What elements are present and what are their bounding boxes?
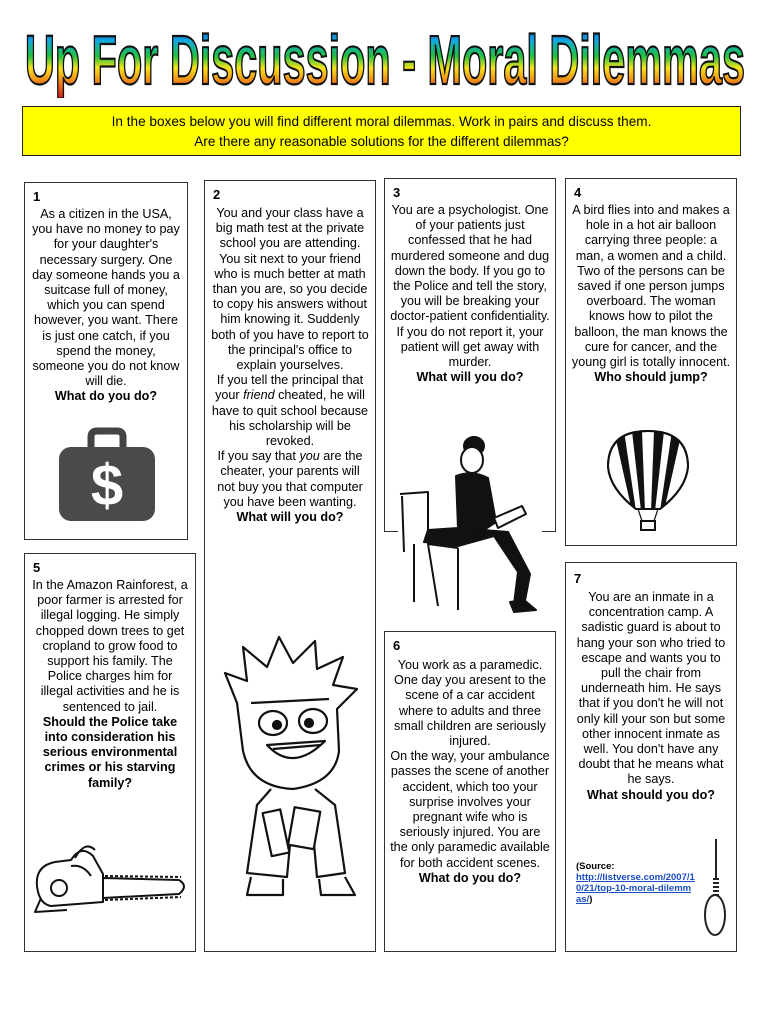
dilemma-text: You are a psychologist. One of your patients just confessed that he had murdered someone and dug down the body. If you go to the Police and tell the story, you will be breaking your doctor-patient confidentiality. If you do not report it, your patient will get away with murder. xyxy=(390,203,550,370)
psychologist-icon xyxy=(398,432,542,620)
dilemma-text-p2: On the way, your ambulance passes the scene of another accident, which too your surprise involves your pregnant wife who is seriously injured. You are the only paramedic available for both accident scenes. xyxy=(390,749,550,870)
dilemma-text: In the Amazon Rainforest, a poor farmer is arrested for illegal logging. He simply chopped down trees to get cropland to grow food to support his family. The Police charges him for illegal activities and he is sentenced to jail. xyxy=(32,578,188,714)
dilemma-text-p1: You work as a paramedic. One day you aresent to the scene of a car accident where to adults and three small children are seriously injured. xyxy=(394,658,546,749)
source-link[interactable]: http://listverse.com/2007/10/21/top-10-moral-dilemmas/ xyxy=(576,872,695,905)
dilemma-number: 5 xyxy=(33,560,41,575)
dilemma-box-1 xyxy=(24,182,188,540)
intro-line-1: In the boxes below you will find different moral dilemmas. Work in pairs and discuss them. xyxy=(111,114,652,129)
dilemma-question: Should the Police take into consideration his serious environmental crimes or his starving family? xyxy=(42,714,178,790)
dilemma-text-p3: If you say that you are the cheater, your parents will not buy you that computer you have been wanting. xyxy=(217,449,363,509)
dilemma-question: Who should jump? xyxy=(594,370,708,385)
dilemma-question: What do you do? xyxy=(54,389,158,404)
dilemma-question: What will you do? xyxy=(416,370,524,385)
dilemma-number: 6 xyxy=(393,638,401,653)
title-text: Up For Discussion - Moral Dilemmas xyxy=(25,21,745,98)
dilemma-box-4 xyxy=(565,178,737,546)
dilemma-question: What will you do? xyxy=(236,510,344,525)
hot-air-balloon-icon xyxy=(606,429,690,533)
intro-line-2: Are there any reasonable solutions for the different dilemmas? xyxy=(194,134,569,149)
dilemma-box-5 xyxy=(24,553,196,952)
dilemma-number: 1 xyxy=(33,189,41,204)
dilemma-number: 4 xyxy=(574,185,582,200)
dilemma-text-p2: If you tell the principal that your friend cheated, he will have to quit school because his scholarship will be revoked. xyxy=(211,373,369,449)
dilemma-box-2 xyxy=(204,180,376,952)
svg-text:$: $ xyxy=(90,453,124,518)
page-title xyxy=(22,18,748,98)
dilemma-text: A bird flies into and makes a hole in a hot air balloon carrying three people: a man, a women and a child. Two of the persons can be saved if one person jumps overboard. The woman knows how to pilot the balloon, the man knows the cure for cancer, and the young girl is totally innocent. xyxy=(571,203,731,370)
dilemma-box-7 xyxy=(565,562,737,952)
money-suitcase-icon xyxy=(57,427,157,523)
source-citation: (Source: http://listverse.com/2007/10/21/top-10-moral-dilemmas/) xyxy=(576,861,695,905)
dilemma-question: What should you do? xyxy=(586,787,716,802)
cartoon-boy-icon xyxy=(217,633,367,899)
intro-box xyxy=(22,106,741,156)
dilemma-text: As a citizen in the USA, you have no money to pay for your daughter's necessary surgery. One day someone hands you a suitcase full of money, which you can spend however, you want. There is just one catch, if you spend the money, someone you do not know will die. xyxy=(32,207,180,389)
noose-icon xyxy=(702,839,728,939)
dilemma-number: 2 xyxy=(213,187,221,202)
dilemma-number: 3 xyxy=(393,185,401,200)
dilemma-question: What do you do? xyxy=(418,870,522,885)
dilemma-text-p1: You and your class have a big math test at the private school you are attending. You sit next to your friend who is much better at math than you are, so you decide to copy his answers without him knowing it. Suddenly both of you have to report to the principal's office to explain yourselves. xyxy=(211,206,369,373)
chainsaw-icon xyxy=(31,836,191,918)
dilemma-box-6 xyxy=(384,631,556,952)
dilemma-number: 7 xyxy=(574,571,582,586)
dilemma-text: You are an inmate in a concentration camp. A sadistic guard is about to hang your son who tried to escape and wants you to pull the chair from underneath him. He says that if you don't he will not only kill your son but some other innocent inmate as well. You don't have any doubt that he means what he says. xyxy=(576,590,726,787)
